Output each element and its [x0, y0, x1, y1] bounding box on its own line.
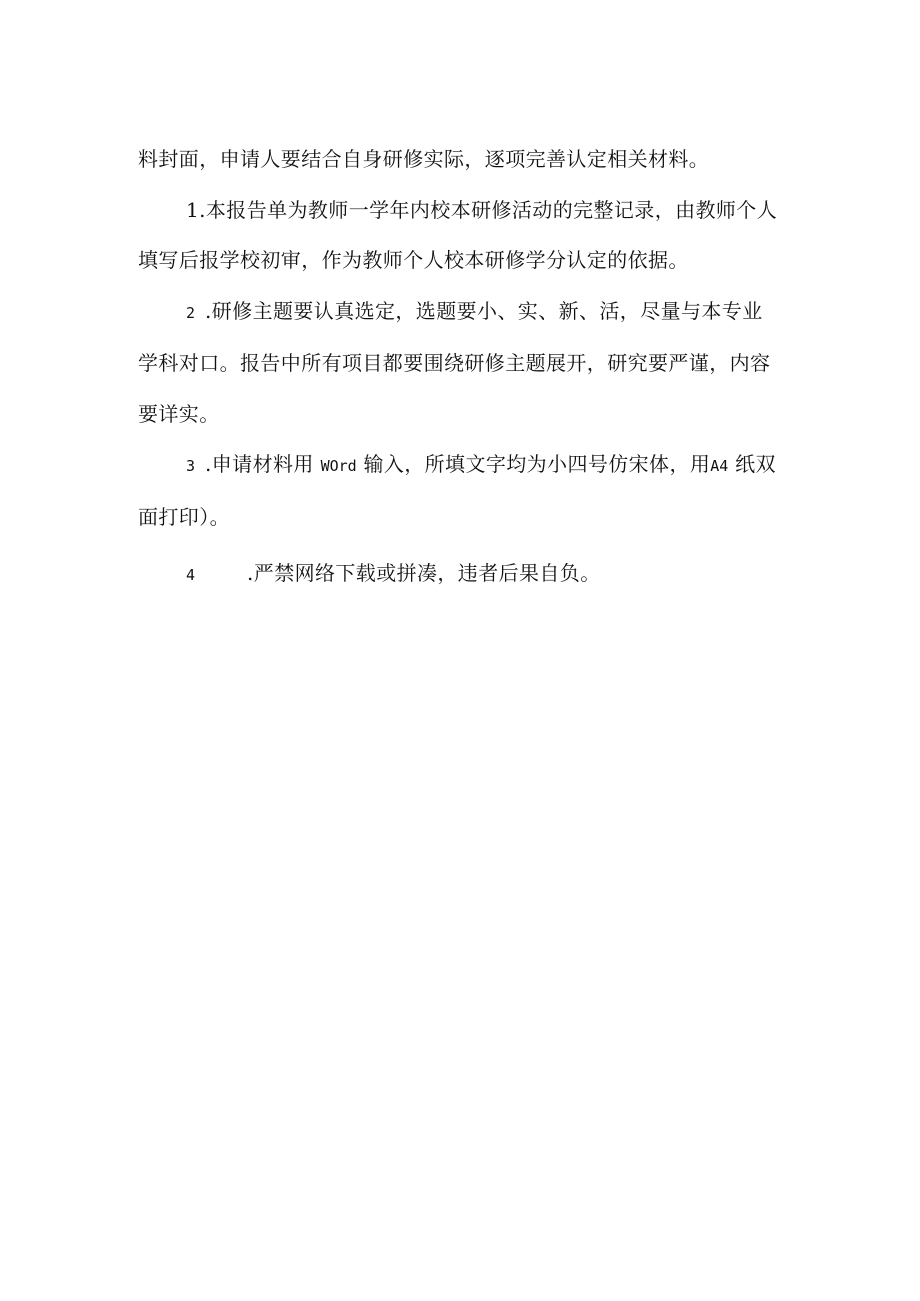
item-1-text-line-1: 本报告单为教师一学年内校本研修活动的完整记录，由教师个人 — [205, 197, 778, 222]
item-2-line-1 — [138, 286, 816, 339]
item-4-number: 4 — [186, 566, 196, 584]
item-3-text-a: .申请材料用 — [205, 452, 314, 476]
item-3-text-b: 输入，所填文字均为小四号仿宋体，用 — [363, 452, 711, 476]
intro-paragraph — [138, 134, 816, 185]
item-1-text-line-2: 填写后报学校初审，作为教师个人校本研修学分认定的依据。 — [138, 248, 689, 272]
intro-line: 料封面，申请人要结合自身研修实际，逐项完善认定相关材料。 — [138, 147, 710, 171]
item-4-paragraph — [138, 548, 816, 601]
item-4-text-line-1: .严禁网络下载或拼凑，违者后果自负。 — [247, 561, 601, 585]
item-3-text-c: 纸双 — [735, 452, 776, 476]
item-2-paragraph — [138, 286, 816, 440]
item-2-number: 2 — [186, 303, 196, 322]
item-1-line-1 — [138, 185, 816, 236]
item-4-line-1 — [138, 548, 816, 601]
item-2-text-line-3: 要详实。 — [138, 401, 220, 426]
item-3-word-text: WOrd — [320, 457, 357, 475]
item-2-text-line-2: 学科对口。报告中所有项目都要围绕研修主题展开，研究要严谨，内容 — [138, 351, 771, 375]
item-3-number: 3 — [186, 457, 196, 475]
item-1-number: 1. — [186, 197, 206, 222]
document-body — [138, 134, 816, 601]
item-3-a4-text: A4 — [710, 457, 729, 475]
item-3-line-1 — [138, 439, 816, 492]
item-2-text-line-1: .研修主题要认真选定，选题要小、实、新、活，尽量与本专业 — [205, 298, 763, 323]
item-3-paragraph — [138, 439, 816, 542]
item-1-paragraph — [138, 185, 816, 286]
item-3-text-line-2: 面打印）。 — [138, 504, 230, 529]
